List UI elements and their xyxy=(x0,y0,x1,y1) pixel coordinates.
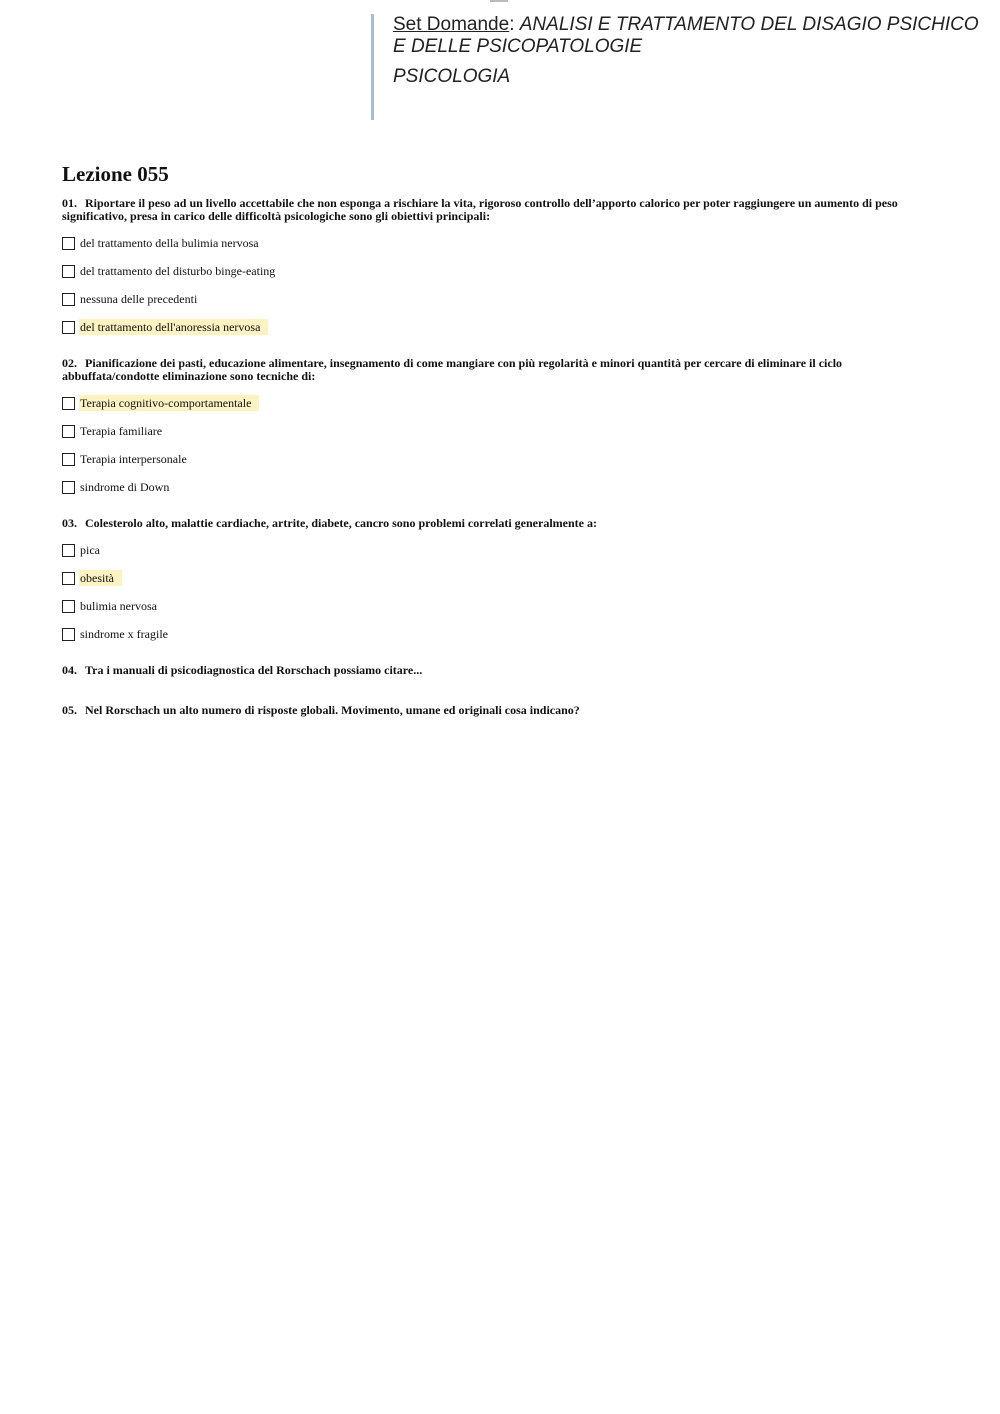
answer-checkbox[interactable] xyxy=(62,544,75,557)
question-body: Nel Rorschach un alto numero di risposte globali. Movimento, umane ed originali cosa indicano? xyxy=(85,703,580,717)
answer-option[interactable] xyxy=(62,319,922,335)
answer-label: bulimia nervosa xyxy=(80,599,157,613)
header-divider xyxy=(371,14,374,120)
answer-checkbox[interactable] xyxy=(62,628,75,641)
question-01 xyxy=(62,197,922,335)
question-list xyxy=(62,197,922,744)
answer-option[interactable] xyxy=(62,235,922,251)
question-number: 05. xyxy=(62,703,77,717)
question-text xyxy=(62,197,922,223)
answer-checkbox[interactable] xyxy=(62,321,75,334)
question-number: 04. xyxy=(62,663,77,677)
answer-option[interactable] xyxy=(62,395,922,411)
answer-option[interactable] xyxy=(62,570,922,586)
answer-checkbox[interactable] xyxy=(62,293,75,306)
answer-checkbox[interactable] xyxy=(62,600,75,613)
answer-checkbox[interactable] xyxy=(62,453,75,466)
question-03 xyxy=(62,517,922,642)
set-separator: : xyxy=(509,14,520,35)
answer-option[interactable] xyxy=(62,479,922,495)
answer-checkbox[interactable] xyxy=(62,237,75,250)
question-02 xyxy=(62,357,922,495)
answer-option[interactable] xyxy=(62,451,922,467)
question-number: 01. xyxy=(62,196,77,210)
question-number: 02. xyxy=(62,356,77,370)
answer-label: sindrome di Down xyxy=(80,480,170,494)
question-body: Riportare il peso ad un livello accettabile che non esponga a rischiare la vita, rigoroso controllo dell’apporto calorico per poter raggiungere un aumento di peso significativo, presa in carico delle difficoltà psicologiche sono gli obiettivi principali: xyxy=(62,196,898,223)
set-label: Set Domande xyxy=(393,14,510,35)
question-number: 03. xyxy=(62,516,77,530)
answer-label: Terapia familiare xyxy=(80,424,163,438)
question-body: Tra i manuali di psicodiagnostica del Rorschach possiamo citare... xyxy=(85,663,423,677)
answer-label: nessuna delle precedenti xyxy=(80,292,198,306)
answer-label-highlighted: del trattamento dell'anoressia nervosa xyxy=(79,319,268,335)
set-title: ANALISI E TRATTAMENTO DEL DISAGIO PSICHICO E DELLE PSICOPATOLOGIE xyxy=(393,14,979,57)
answer-option[interactable] xyxy=(62,626,922,642)
question-04 xyxy=(62,664,922,677)
answer-label: Terapia interpersonale xyxy=(80,452,187,466)
answer-checkbox[interactable] xyxy=(62,397,75,410)
answer-label-highlighted: obesità xyxy=(79,570,122,586)
answer-checkbox[interactable] xyxy=(62,265,75,278)
question-text xyxy=(62,517,922,530)
answer-label-highlighted: Terapia cognitivo-comportamentale xyxy=(79,395,259,411)
question-text xyxy=(62,664,922,677)
answer-label: del trattamento del disturbo binge-eating xyxy=(80,264,276,278)
answer-option[interactable] xyxy=(62,291,922,307)
answer-option[interactable] xyxy=(62,423,922,439)
answer-label: del trattamento della bulimia nervosa xyxy=(80,236,259,250)
answer-label: sindrome x fragile xyxy=(80,627,168,641)
answer-checkbox[interactable] xyxy=(62,425,75,438)
top-mark xyxy=(490,0,508,2)
question-body: Colesterolo alto, malattie cardiache, artrite, diabete, cancro sono problemi correlati generalmente a: xyxy=(85,516,597,530)
question-text xyxy=(62,704,922,717)
document-header xyxy=(393,14,993,88)
question-body: Pianificazione dei pasti, educazione alimentare, insegnamento di come mangiare con più regolarità e minori quantità per cercare di eliminare il ciclo abbuffata/condotte eliminazione sono tecniche di: xyxy=(62,356,843,383)
answer-checkbox[interactable] xyxy=(62,572,75,585)
lesson-title: Lezione 055 xyxy=(62,162,169,186)
answer-option[interactable] xyxy=(62,542,922,558)
answer-label: pica xyxy=(80,543,100,557)
question-text xyxy=(62,357,922,383)
answer-option[interactable] xyxy=(62,263,922,279)
question-05 xyxy=(62,704,922,717)
subject-title: PSICOLOGIA xyxy=(393,66,511,87)
answer-checkbox[interactable] xyxy=(62,481,75,494)
answer-option[interactable] xyxy=(62,598,922,614)
